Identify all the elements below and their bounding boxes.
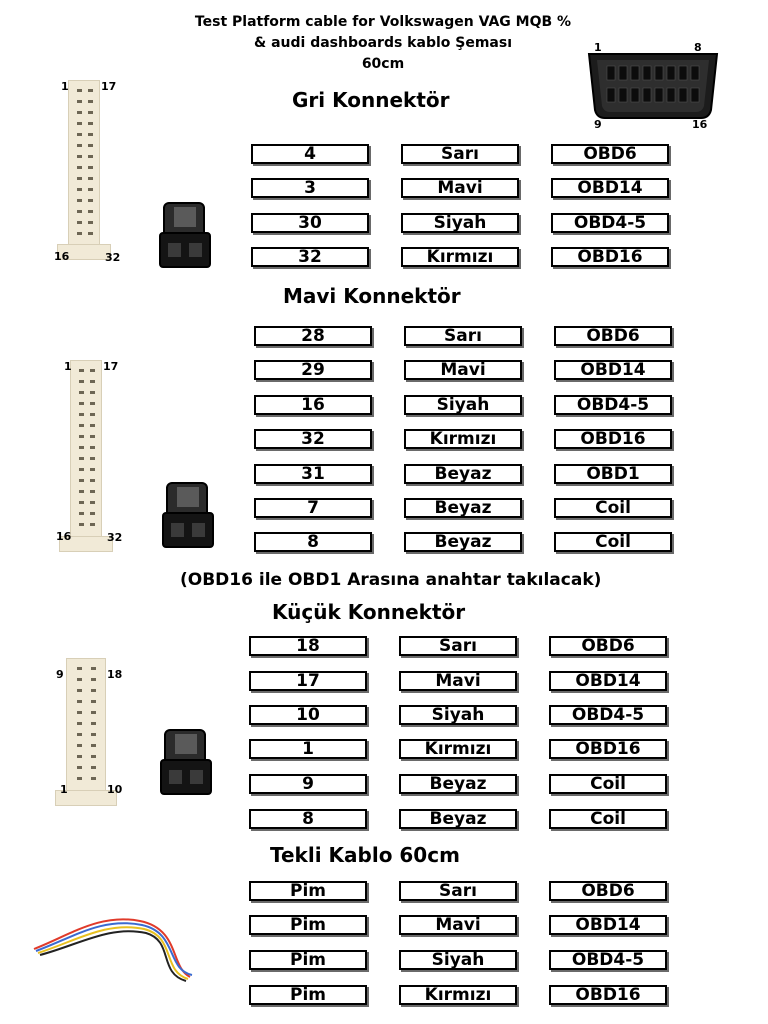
section-heading-kucuk: Küçük Konnektör bbox=[272, 600, 466, 624]
table-cell-obd: OBD4-5 bbox=[551, 213, 669, 233]
table-cell-obd: OBD14 bbox=[549, 671, 667, 691]
obd-pin-label-9: 9 bbox=[594, 118, 602, 131]
table-cell-color: Beyaz bbox=[404, 498, 522, 518]
table-cell-color: Siyah bbox=[404, 395, 522, 415]
plug-icon bbox=[156, 201, 214, 271]
obd-pin-hole bbox=[619, 88, 627, 102]
table-cell-pin: 32 bbox=[251, 247, 369, 267]
plug-icon bbox=[157, 728, 215, 798]
obd-pin-hole bbox=[619, 66, 627, 80]
page-title bbox=[100, 12, 666, 75]
table-cell-pin: 31 bbox=[254, 464, 372, 484]
section-heading-gri: Gri Konnektör bbox=[292, 88, 450, 112]
obd-pin-hole bbox=[691, 88, 699, 102]
table-cell-color: Mavi bbox=[399, 671, 517, 691]
table-cell-obd: OBD4-5 bbox=[549, 950, 667, 970]
table-cell-color: Beyaz bbox=[404, 464, 522, 484]
table-cell-obd: Coil bbox=[549, 809, 667, 829]
obd-pin-hole bbox=[655, 88, 663, 102]
pin-label: 32 bbox=[105, 251, 121, 264]
obd-pin-hole bbox=[643, 88, 651, 102]
obd-pin-label-1: 1 bbox=[594, 41, 602, 54]
table-cell-color: Kırmızı bbox=[401, 247, 519, 267]
connector-strip-image bbox=[70, 360, 102, 552]
table-cell-color: Kırmızı bbox=[399, 985, 517, 1005]
obd-pin-hole bbox=[655, 66, 663, 80]
table-cell-obd: OBD4-5 bbox=[554, 395, 672, 415]
table-cell-color: Sarı bbox=[404, 326, 522, 346]
pin-label: 16 bbox=[56, 530, 72, 543]
table-cell-pin: 3 bbox=[251, 178, 369, 198]
obd-port-icon bbox=[583, 50, 723, 122]
obd-pin-hole bbox=[643, 66, 651, 80]
table-cell-obd: OBD6 bbox=[551, 144, 669, 164]
wire-icon bbox=[30, 905, 195, 985]
pin-label: 10 bbox=[107, 783, 123, 796]
switch-note: (OBD16 ile OBD1 Arasına anahtar takılacak) bbox=[180, 570, 602, 590]
table-cell-color: Siyah bbox=[399, 950, 517, 970]
section-heading-mavi: Mavi Konnektör bbox=[283, 284, 461, 308]
obd-pin-hole bbox=[667, 66, 675, 80]
obd-pin-hole bbox=[607, 88, 615, 102]
table-cell-pin: 1 bbox=[249, 739, 367, 759]
table-cell-obd: OBD14 bbox=[551, 178, 669, 198]
table-cell-pin: 10 bbox=[249, 705, 367, 725]
table-cell-obd: Coil bbox=[554, 498, 672, 518]
obd-pin-hole bbox=[691, 66, 699, 80]
table-cell-color: Beyaz bbox=[399, 809, 517, 829]
table-cell-pin: 4 bbox=[251, 144, 369, 164]
table-cell-color: Beyaz bbox=[399, 774, 517, 794]
connector-strip-image bbox=[66, 658, 106, 806]
wire-bundle-image bbox=[30, 905, 195, 985]
table-cell-color: Siyah bbox=[399, 705, 517, 725]
table-cell-obd: OBD6 bbox=[554, 326, 672, 346]
pin-label: 17 bbox=[103, 360, 119, 373]
title-line-3: 60cm bbox=[361, 56, 405, 72]
table-cell-color: Mavi bbox=[399, 915, 517, 935]
table-cell-pin: 30 bbox=[251, 213, 369, 233]
table-cell-pin: 18 bbox=[249, 636, 367, 656]
table-cell-color: Kırmızı bbox=[404, 429, 522, 449]
obd-pin-hole bbox=[631, 88, 639, 102]
table-cell-obd: OBD16 bbox=[554, 429, 672, 449]
table-cell-obd: OBD6 bbox=[549, 881, 667, 901]
table-cell-color: Sarı bbox=[401, 144, 519, 164]
table-cell-obd: OBD14 bbox=[554, 360, 672, 380]
pin-label: 16 bbox=[54, 250, 70, 263]
title-line-1: Test Platform cable for Volkswagen VAG MQB % bbox=[194, 14, 572, 30]
table-cell-pin: Pim bbox=[249, 950, 367, 970]
obd-pin-label-8: 8 bbox=[694, 41, 702, 54]
obd-pin-hole bbox=[631, 66, 639, 80]
table-cell-color: Mavi bbox=[401, 178, 519, 198]
table-cell-obd: Coil bbox=[554, 532, 672, 552]
obd-pin-hole bbox=[679, 88, 687, 102]
table-cell-pin: 7 bbox=[254, 498, 372, 518]
table-cell-obd: OBD16 bbox=[549, 739, 667, 759]
table-cell-obd: Coil bbox=[549, 774, 667, 794]
table-cell-pin: 28 bbox=[254, 326, 372, 346]
table-cell-obd: OBD16 bbox=[549, 985, 667, 1005]
pin-label: 1 bbox=[60, 783, 68, 796]
table-cell-color: Beyaz bbox=[404, 532, 522, 552]
table-cell-obd: OBD14 bbox=[549, 915, 667, 935]
table-cell-color: Siyah bbox=[401, 213, 519, 233]
obd-pin-hole bbox=[607, 66, 615, 80]
table-cell-color: Kırmızı bbox=[399, 739, 517, 759]
obd-pin-label-16: 16 bbox=[692, 118, 708, 131]
table-cell-pin: 32 bbox=[254, 429, 372, 449]
plug-icon bbox=[159, 481, 217, 551]
obd-connector-image bbox=[583, 50, 723, 122]
table-cell-pin: 8 bbox=[254, 532, 372, 552]
table-cell-pin: 29 bbox=[254, 360, 372, 380]
connector-strip-image bbox=[68, 80, 100, 260]
obd-pin-hole bbox=[679, 66, 687, 80]
table-cell-obd: OBD1 bbox=[554, 464, 672, 484]
table-cell-pin: 8 bbox=[249, 809, 367, 829]
table-cell-obd: OBD4-5 bbox=[549, 705, 667, 725]
obd-pin-hole bbox=[667, 88, 675, 102]
table-cell-color: Mavi bbox=[404, 360, 522, 380]
pin-label: 1 bbox=[64, 360, 72, 373]
pin-label: 17 bbox=[101, 80, 117, 93]
pin-label: 32 bbox=[107, 531, 123, 544]
pin-label: 1 bbox=[61, 80, 69, 93]
table-cell-pin: 16 bbox=[254, 395, 372, 415]
table-cell-pin: Pim bbox=[249, 915, 367, 935]
section-heading-tekli: Tekli Kablo 60cm bbox=[270, 843, 460, 867]
table-cell-obd: OBD6 bbox=[549, 636, 667, 656]
pin-label: 18 bbox=[107, 668, 123, 681]
table-cell-obd: OBD16 bbox=[551, 247, 669, 267]
table-cell-pin: Pim bbox=[249, 985, 367, 1005]
table-cell-pin: 17 bbox=[249, 671, 367, 691]
pin-label: 9 bbox=[56, 668, 64, 681]
title-line-2: & audi dashboards kablo Şeması bbox=[254, 35, 512, 51]
table-cell-pin: 9 bbox=[249, 774, 367, 794]
table-cell-color: Sarı bbox=[399, 636, 517, 656]
table-cell-pin: Pim bbox=[249, 881, 367, 901]
table-cell-color: Sarı bbox=[399, 881, 517, 901]
